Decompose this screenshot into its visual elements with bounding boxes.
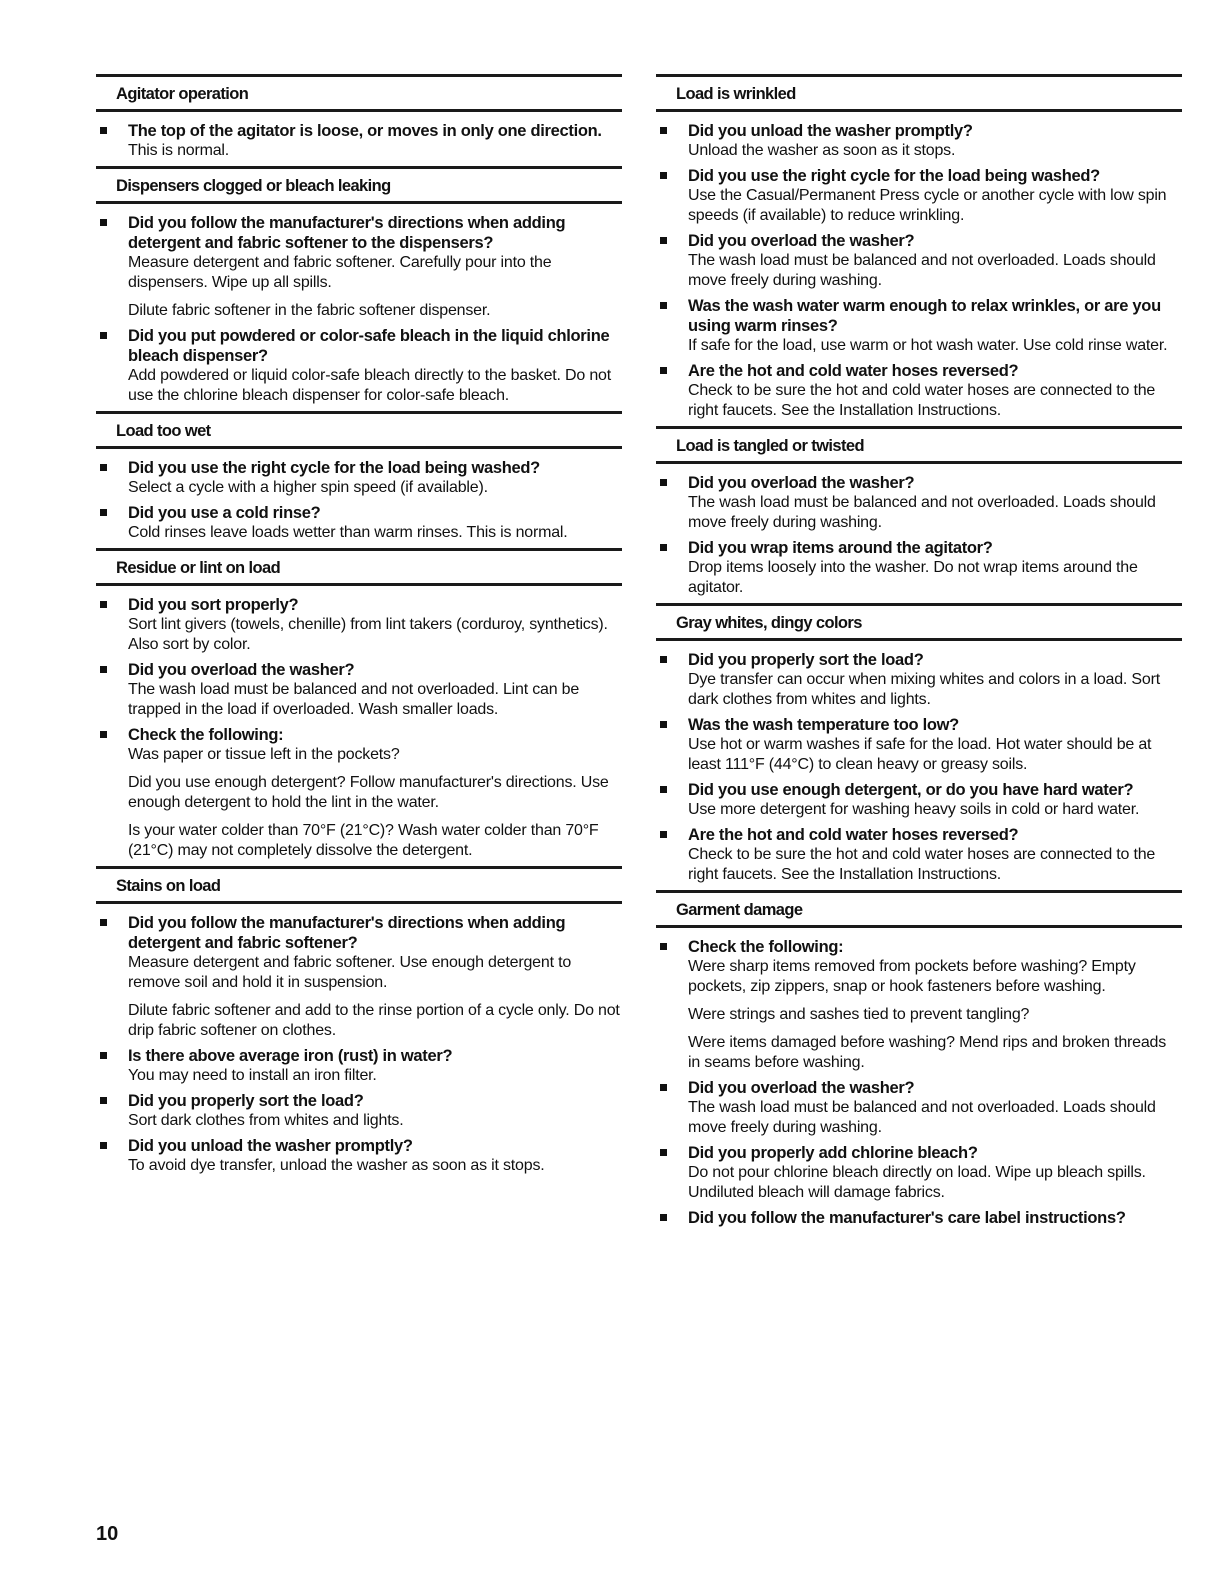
square-bullet-icon <box>660 831 667 838</box>
square-bullet-icon <box>660 721 667 728</box>
list-item <box>128 913 622 1041</box>
square-bullet-icon <box>660 943 667 950</box>
question-text: Did you unload the washer promptly? <box>128 1137 413 1155</box>
list-item <box>688 361 1182 421</box>
answer-text <box>128 1111 622 1131</box>
answer-paragraph: The wash load must be balanced and not overloaded. Loads should move freely during washing. <box>688 252 1156 289</box>
answer-text <box>688 251 1182 291</box>
answer-paragraph: Use the Casual/Permanent Press cycle or another cycle with low spin speeds (if available) to reduce wrinkling. <box>688 187 1167 224</box>
list-item <box>688 1143 1182 1203</box>
question-text: Did you sort properly? <box>128 596 299 614</box>
question-list <box>96 213 622 406</box>
square-bullet-icon <box>100 601 107 608</box>
answer-paragraph: Do not pour chlorine bleach directly on load. Wipe up bleach spills. Undiluted bleach will damage fabrics. <box>688 1164 1146 1201</box>
square-bullet-icon <box>660 479 667 486</box>
answer-text <box>688 800 1182 820</box>
answer-text <box>128 141 622 161</box>
answer-paragraph: Did you use enough detergent? Follow manufacturer's directions. Use enough detergent to hold the lint in the water. <box>128 774 609 811</box>
answer-text <box>688 493 1182 533</box>
answer-text <box>688 558 1182 598</box>
square-bullet-icon <box>100 464 107 471</box>
answer-text <box>128 523 622 543</box>
answer-paragraph: Dye transfer can occur when mixing whites and colors in a load. Sort dark clothes from whites and lights. <box>688 671 1160 708</box>
section-heading: Garment damage <box>656 890 1182 928</box>
question-text: Did you follow the manufacturer's directions when adding detergent and fabric softener? <box>128 914 566 952</box>
square-bullet-icon <box>660 544 667 551</box>
square-bullet-icon <box>100 919 107 926</box>
answer-paragraph: To avoid dye transfer, unload the washer as soon as it stops. <box>128 1157 545 1174</box>
answer-paragraph: The wash load must be balanced and not overloaded. Loads should move freely during washing. <box>688 494 1156 531</box>
list-item <box>128 213 622 321</box>
answer-paragraph: Sort lint givers (towels, chenille) from lint takers (corduroy, synthetics). Also sort by color. <box>128 616 608 653</box>
list-item <box>128 725 622 861</box>
answer-text <box>128 745 622 861</box>
answer-text <box>128 1066 622 1086</box>
square-bullet-icon <box>660 127 667 134</box>
answer-paragraph: Measure detergent and fabric softener. Carefully pour into the dispensers. Wipe up all spills. <box>128 254 552 291</box>
list-item <box>128 1046 622 1086</box>
square-bullet-icon <box>660 1084 667 1091</box>
answer-paragraph: Dilute fabric softener in the fabric softener dispenser. <box>128 302 491 319</box>
answer-paragraph: Was paper or tissue left in the pockets? <box>128 746 400 763</box>
answer-text <box>128 478 622 498</box>
section-heading: Load is tangled or twisted <box>656 426 1182 464</box>
list-item <box>688 825 1182 885</box>
answer-paragraph: Check to be sure the hot and cold water hoses are connected to the right faucets. See the Installation Instructions. <box>688 846 1156 883</box>
question-text: Did you overload the washer? <box>688 1079 915 1097</box>
list-item <box>688 1078 1182 1138</box>
list-item <box>688 1208 1182 1228</box>
answer-paragraph: Measure detergent and fabric softener. Use enough detergent to remove soil and hold it in suspension. <box>128 954 572 991</box>
answer-paragraph: Unload the washer as soon as it stops. <box>688 142 956 159</box>
section-dispensers-clogged-or-bleach-leaking <box>96 166 622 406</box>
answer-paragraph: Check to be sure the hot and cold water hoses are connected to the right faucets. See the Installation Instructions. <box>688 382 1156 419</box>
list-item <box>688 780 1182 820</box>
question-list <box>656 121 1182 421</box>
list-item <box>128 458 622 498</box>
answer-text <box>128 615 622 655</box>
square-bullet-icon <box>660 302 667 309</box>
answer-text <box>688 735 1182 775</box>
answer-text <box>688 381 1182 421</box>
list-item <box>128 1136 622 1176</box>
list-item <box>688 231 1182 291</box>
question-list <box>656 937 1182 1228</box>
answer-text <box>128 680 622 720</box>
question-text: Did you put powdered or color-safe bleach in the liquid chlorine bleach dispenser? <box>128 327 610 365</box>
question-text: Did you use the right cycle for the load being washed? <box>128 459 540 477</box>
answer-paragraph: If safe for the load, use warm or hot wash water. Use cold rinse water. <box>688 337 1168 354</box>
square-bullet-icon <box>100 127 107 134</box>
square-bullet-icon <box>660 1214 667 1221</box>
list-item <box>128 326 622 406</box>
list-item <box>128 595 622 655</box>
answer-paragraph: Were items damaged before washing? Mend rips and broken threads in seams before washing. <box>688 1034 1167 1071</box>
list-item <box>688 473 1182 533</box>
section-heading: Dispensers clogged or bleach leaking <box>96 166 622 204</box>
answer-text <box>128 366 622 406</box>
question-text: Check the following: <box>128 726 284 744</box>
answer-paragraph: Were strings and sashes tied to prevent tangling? <box>688 1006 1030 1023</box>
square-bullet-icon <box>100 666 107 673</box>
question-text: Did you wrap items around the agitator? <box>688 539 993 557</box>
section-gray-whites-dingy-colors <box>656 603 1182 885</box>
answer-text <box>128 953 622 1041</box>
answer-text <box>688 670 1182 710</box>
question-text: Did you use a cold rinse? <box>128 504 321 522</box>
square-bullet-icon <box>660 656 667 663</box>
section-agitator-operation <box>96 74 622 161</box>
question-text: Did you overload the washer? <box>688 232 915 250</box>
question-text: Did you properly sort the load? <box>688 651 924 669</box>
square-bullet-icon <box>660 1149 667 1156</box>
square-bullet-icon <box>660 237 667 244</box>
list-item <box>688 296 1182 356</box>
section-heading: Load too wet <box>96 411 622 449</box>
square-bullet-icon <box>100 1097 107 1104</box>
answer-paragraph: Add powdered or liquid color-safe bleach directly to the basket. Do not use the chlorine bleach dispenser for color-safe bleach. <box>128 367 611 404</box>
list-item <box>128 660 622 720</box>
list-item <box>688 538 1182 598</box>
answer-text <box>128 1156 622 1176</box>
answer-text <box>688 957 1182 1073</box>
question-text: Was the wash temperature too low? <box>688 716 959 734</box>
square-bullet-icon <box>660 367 667 374</box>
question-text: Did you overload the washer? <box>688 474 915 492</box>
right-column <box>656 74 1182 1233</box>
list-item <box>688 937 1182 1073</box>
answer-text <box>688 141 1182 161</box>
question-text: Did you follow the manufacturer's care label instructions? <box>688 1209 1126 1227</box>
answer-paragraph: Drop items loosely into the washer. Do not wrap items around the agitator. <box>688 559 1138 596</box>
section-heading: Residue or lint on load <box>96 548 622 586</box>
list-item <box>128 121 622 161</box>
answer-paragraph: This is normal. <box>128 142 230 159</box>
answer-paragraph: Select a cycle with a higher spin speed (if available). <box>128 479 488 496</box>
answer-paragraph: Cold rinses leave loads wetter than warm rinses. This is normal. <box>128 524 568 541</box>
answer-text <box>688 845 1182 885</box>
square-bullet-icon <box>100 1142 107 1149</box>
question-text: Check the following: <box>688 938 844 956</box>
left-column <box>96 74 622 1181</box>
question-text: The top of the agitator is loose, or moves in only one direction. <box>128 122 602 140</box>
square-bullet-icon <box>100 219 107 226</box>
answer-text <box>688 1163 1182 1203</box>
section-load-too-wet <box>96 411 622 543</box>
square-bullet-icon <box>100 1052 107 1059</box>
question-list <box>656 650 1182 885</box>
square-bullet-icon <box>660 172 667 179</box>
section-load-is-tangled-or-twisted <box>656 426 1182 598</box>
question-text: Did you overload the washer? <box>128 661 355 679</box>
question-text: Was the wash water warm enough to relax wrinkles, or are you using warm rinses? <box>688 297 1161 335</box>
question-text: Did you use enough detergent, or do you have hard water? <box>688 781 1134 799</box>
question-text: Is there above average iron (rust) in water? <box>128 1047 453 1065</box>
question-text: Did you properly add chlorine bleach? <box>688 1144 978 1162</box>
question-list <box>96 121 622 161</box>
answer-text <box>688 336 1182 356</box>
list-item <box>128 1091 622 1131</box>
section-garment-damage <box>656 890 1182 1228</box>
answer-paragraph: The wash load must be balanced and not overloaded. Lint can be trapped in the load if overloaded. Wash smaller loads. <box>128 681 580 718</box>
answer-paragraph: The wash load must be balanced and not overloaded. Loads should move freely during washing. <box>688 1099 1156 1136</box>
list-item <box>688 166 1182 226</box>
square-bullet-icon <box>100 332 107 339</box>
question-list <box>656 473 1182 598</box>
section-residue-or-lint-on-load <box>96 548 622 861</box>
square-bullet-icon <box>100 731 107 738</box>
question-list <box>96 595 622 861</box>
answer-paragraph: Is your water colder than 70°F (21°C)? Wash water colder than 70°F (21°C) may not completely dissolve the detergent. <box>128 822 599 859</box>
answer-paragraph: Sort dark clothes from whites and lights. <box>128 1112 404 1129</box>
list-item <box>688 715 1182 775</box>
answer-paragraph: You may need to install an iron filter. <box>128 1067 377 1084</box>
page-number: 10 <box>96 1523 119 1545</box>
square-bullet-icon <box>660 786 667 793</box>
question-text: Did you properly sort the load? <box>128 1092 364 1110</box>
section-heading: Agitator operation <box>96 74 622 112</box>
answer-paragraph: Use more detergent for washing heavy soils in cold or hard water. <box>688 801 1140 818</box>
answer-text <box>688 1098 1182 1138</box>
square-bullet-icon <box>100 509 107 516</box>
question-text: Are the hot and cold water hoses reversed? <box>688 826 1019 844</box>
section-heading: Gray whites, dingy colors <box>656 603 1182 641</box>
answer-text <box>128 253 622 321</box>
question-list <box>96 458 622 543</box>
answer-text <box>688 186 1182 226</box>
list-item <box>128 503 622 543</box>
list-item <box>688 121 1182 161</box>
question-text: Did you use the right cycle for the load being washed? <box>688 167 1100 185</box>
question-text: Are the hot and cold water hoses reversed? <box>688 362 1019 380</box>
list-item <box>688 650 1182 710</box>
section-load-is-wrinkled <box>656 74 1182 421</box>
section-heading: Load is wrinkled <box>656 74 1182 112</box>
question-text: Did you follow the manufacturer's directions when adding detergent and fabric softener to the dispensers? <box>128 214 566 252</box>
section-stains-on-load <box>96 866 622 1176</box>
section-heading: Stains on load <box>96 866 622 904</box>
answer-paragraph: Were sharp items removed from pockets before washing? Empty pockets, zip zippers, snap or hook fasteners before washing. <box>688 958 1136 995</box>
question-text: Did you unload the washer promptly? <box>688 122 973 140</box>
answer-paragraph: Dilute fabric softener and add to the rinse portion of a cycle only. Do not drip fabric softener on clothes. <box>128 1002 620 1039</box>
question-list <box>96 913 622 1176</box>
answer-paragraph: Use hot or warm washes if safe for the load. Hot water should be at least 111°F (44°C) to clean heavy or greasy soils. <box>688 736 1152 773</box>
